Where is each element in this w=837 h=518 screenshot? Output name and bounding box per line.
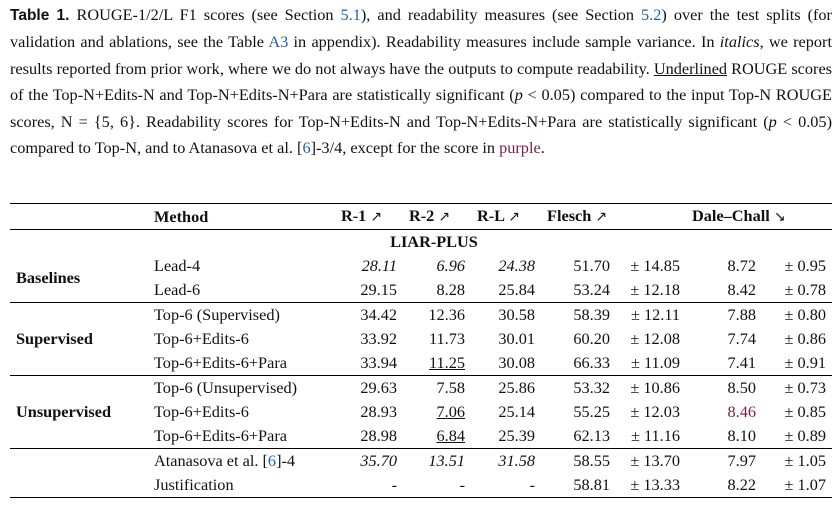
flesch-cell: 53.32 ± 10.86 (541, 376, 686, 401)
flesch-cell: 62.13 ± 11.16 (573, 426, 680, 445)
table-ref-link[interactable]: A3 (268, 32, 289, 52)
method-cell: Lead-6 (154, 280, 201, 299)
dale-cell: 8.72 ± 0.95 (727, 256, 826, 275)
dale-cell: 8.42 ± 0.78 (727, 280, 826, 299)
rl-cell: 25.86 (471, 376, 541, 401)
caption-purple: purple (499, 138, 541, 158)
table-row (10, 254, 832, 278)
method-cell: Top-6+Edits-6 (154, 329, 249, 348)
r1-cell: 28.93 (360, 402, 397, 421)
r1-cell: 33.92 (360, 329, 397, 348)
section-ref-link[interactable]: 5.1 (340, 5, 361, 24)
r1-cell: 35.70 (335, 449, 403, 474)
p-variable: p (768, 111, 777, 131)
r2-cell: 6.84 (436, 426, 465, 445)
r2-cell: 7.06 (436, 402, 465, 421)
r1-cell: 34.42 (335, 303, 403, 328)
flesch-cell: 66.33 ± 11.09 (573, 353, 680, 372)
group-label-supervised: Supervised (10, 303, 150, 376)
header-rl: R-L ↗ (477, 206, 520, 225)
r1-cell: 29.15 (360, 280, 397, 299)
caption-text: . (540, 138, 545, 158)
r1-cell: - (391, 475, 397, 494)
table-row (10, 449, 832, 474)
citation-link[interactable]: 6 (302, 138, 311, 158)
table-row (10, 376, 832, 401)
method-cell: Top-6+Edits-6+Para (154, 426, 287, 445)
flesch-cell: 53.24 ± 12.18 (573, 280, 680, 299)
flesch-cell: 58.39 ± 12.11 (541, 303, 686, 328)
r1-cell: 28.11 (361, 256, 397, 275)
rl-cell: 25.84 (498, 280, 535, 299)
r2-cell: 7.58 (403, 376, 471, 401)
down-arrow-icon: ↘ (773, 209, 786, 225)
caption-text: ROUGE scores of the Top-N+Edits-N and Top-N+Edits-N+Para are statistically significant ( (10, 58, 833, 105)
r1-cell: 33.94 (360, 353, 397, 372)
dale-cell: 8.46 ± 0.85 (727, 402, 826, 421)
rl-cell: 30.58 (471, 303, 541, 328)
header-r2: R-2 ↗ (409, 206, 451, 225)
flesch-cell: 55.25 ± 12.03 (573, 402, 680, 421)
rl-cell: 25.39 (498, 426, 535, 445)
flesch-cell: 58.55 ± 13.70 (541, 449, 686, 474)
dataset-row (10, 230, 832, 255)
r1-cell: 28.98 (360, 426, 397, 445)
up-arrow-icon: ↗ (438, 209, 451, 225)
dale-cell: 8.50 ± 0.73 (686, 376, 832, 401)
dale-cell: 7.97 ± 1.05 (686, 449, 832, 474)
rl-cell: - (529, 475, 535, 494)
caption-text: < 0.05) compared to Top-N, and to Atanasova et al. [ (10, 111, 832, 158)
rl-cell: 30.01 (498, 329, 535, 348)
up-arrow-icon: ↗ (508, 209, 520, 225)
method-cell: Atanasova et al. [6]-4 (150, 449, 335, 474)
method-cell: Top-6+Edits-6 (154, 402, 249, 421)
flesch-cell: 51.70 ± 14.85 (573, 256, 680, 275)
group-label-baselines: Baselines (16, 268, 81, 287)
header-dale-chall: Dale–Chall ↘ (692, 206, 786, 225)
results-table (10, 203, 832, 498)
group-label-unsupervised: Unsupervised (10, 376, 150, 449)
caption-underlined: Underlined (653, 58, 728, 78)
r2-cell: 11.25 (428, 353, 465, 372)
dale-value-purple: 8.46 (727, 402, 756, 421)
flesch-cell: 60.20 ± 12.08 (573, 329, 680, 348)
r2-cell: - (459, 475, 465, 494)
header-flesch: Flesch ↗ (547, 206, 608, 225)
header-method: Method (154, 206, 209, 226)
rl-cell: 24.38 (498, 256, 535, 275)
r1-cell: 29.63 (335, 376, 403, 401)
dale-cell: 7.88 ± 0.80 (686, 303, 832, 328)
r2-cell: 13.51 (403, 449, 471, 474)
r2-cell: 11.73 (428, 329, 465, 348)
r2-cell: 8.28 (436, 280, 465, 299)
rl-cell: 31.58 (471, 449, 541, 474)
r2-cell: 6.96 (436, 256, 465, 275)
r2-cell: 12.36 (403, 303, 471, 328)
group-empty (10, 449, 150, 498)
header-empty (10, 204, 150, 230)
caption-text: , we report results reported from prior work, where we do not always have the outputs to compute readability. (10, 32, 833, 78)
rl-cell: 25.14 (498, 402, 535, 421)
dale-cell: 7.74 ± 0.86 (727, 329, 826, 348)
caption-text: < 0.05) compared to the input Top-N ROUGE scores, N = {5, 6}. Readability scores for Top-N+Edits-N and Top-N+Edits-N+Para are statistically significant ( (10, 85, 832, 131)
caption-italic: italics (719, 32, 760, 52)
caption-text: in appendix). Readability measures include sample variance. In (288, 32, 720, 52)
flesch-cell: 58.81 ± 13.33 (573, 475, 680, 494)
caption-text: ROUGE-1/2/L F1 scores (see Section (69, 5, 341, 24)
dataset-label: LIAR-PLUS (150, 230, 832, 255)
header-row (10, 204, 832, 230)
caption-label: Table 1. (10, 7, 70, 24)
method-cell: Top-6 (Unsupervised) (150, 376, 335, 401)
rl-cell: 30.08 (498, 353, 535, 372)
section-ref-link[interactable]: 5.2 (641, 5, 662, 24)
method-cell: Lead-4 (154, 256, 201, 275)
table-row (10, 303, 832, 328)
method-cell: Top-6 (Supervised) (150, 303, 335, 328)
dale-cell: 8.22 ± 1.07 (727, 475, 826, 494)
dale-cell: 8.10 ± 0.89 (727, 426, 826, 445)
up-arrow-icon: ↗ (370, 209, 383, 225)
p-variable: p (514, 85, 523, 105)
method-cell: Top-6+Edits-6+Para (154, 353, 287, 372)
dale-cell: 7.41 ± 0.91 (727, 353, 826, 372)
method-cell: Justification (154, 475, 234, 494)
up-arrow-icon: ↗ (595, 209, 608, 225)
table-caption (10, 2, 832, 161)
caption-text: ) over the test splits (for validation and ablations, see the Table (10, 5, 832, 52)
caption-text: ), and readability measures (see Section (360, 5, 642, 24)
header-r1: R-1 ↗ (341, 206, 383, 225)
caption-text: ]-3/4, except for the score in (310, 138, 500, 158)
citation-link[interactable]: 6 (267, 451, 277, 470)
